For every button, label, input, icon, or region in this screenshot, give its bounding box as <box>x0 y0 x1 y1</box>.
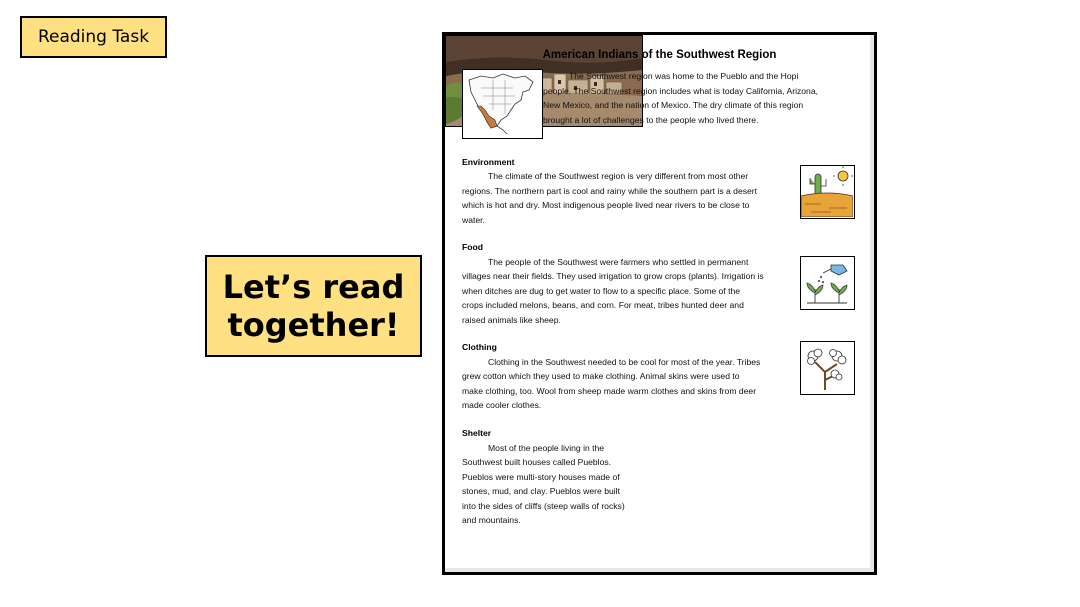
environment-line-1: The climate of the Southwest region is very different from most other <box>488 171 749 181</box>
desert-cactus-icon <box>800 165 855 219</box>
food-line-5: raised animals like sheep. <box>462 314 561 325</box>
intro-line-2: people. The Southwest region includes what is today California, Arizona, <box>543 85 819 96</box>
reading-task-label <box>20 16 167 58</box>
shelter-line-2: Southwest built houses called Pueblos. <box>462 457 612 467</box>
shelter-line-5: into the sides of cliffs (steep walls of rocks) <box>462 500 625 511</box>
clothing-line-4: made cooler clothes. <box>462 400 542 410</box>
callout-line-2: together! <box>227 306 400 344</box>
clothing-heading: Clothing <box>462 342 497 352</box>
food-line-4: crops included melons, beans, and corn. For meat, tribes hunted deer and <box>462 300 744 310</box>
environment-line-4: water. <box>462 214 485 225</box>
clothing-line-1: Clothing in the Southwest needed to be cool for most of the year. Tribes <box>488 356 761 367</box>
shelter-heading: Shelter <box>462 428 492 438</box>
intro-line-4: brought a lot of challenges to the people who lived there. <box>543 114 759 125</box>
clothing-line-2: grew cotton which they used to make clothing. Animal skins were used to <box>462 371 740 381</box>
food-line-3: when ditches are dug to get water to flow to a specific place. Some of the <box>462 285 741 296</box>
callout-line-1: Let’s read <box>222 268 405 306</box>
cotton-plant-icon <box>800 341 855 395</box>
reading-document <box>442 32 877 575</box>
shelter-line-4: stones, mud, and clay. Pueblos were built <box>462 486 620 496</box>
food-line-1: The people of the Southwest were farmers who settled in permanent <box>488 256 749 267</box>
shelter-line-1: Most of the people living in the <box>488 442 605 453</box>
document-title: American Indians of the Southwest Region <box>542 49 777 61</box>
food-heading: Food <box>462 242 483 252</box>
food-line-2: villages near their fields. They used irrigation to grow crops (plants). Irrigation is <box>462 271 764 281</box>
environment-heading: Environment <box>462 157 515 167</box>
north-america-map-icon <box>462 69 543 139</box>
shelter-line-3: Pueblos were multi-story houses made of <box>462 471 620 482</box>
environment-line-3: which is hot and dry. Most indigenous people lived near rivers to be close to <box>462 200 750 210</box>
intro-line-1: The Southwest region was home to the Pueblo and the Hopi <box>569 71 799 81</box>
reading-task-text: Reading Task <box>37 27 150 47</box>
environment-line-2: regions. The northern part is cool and rainy while the southern part is a desert <box>462 185 758 196</box>
clothing-line-3: make clothing, too. Wool from sheep made warm clothes and skins from deer <box>462 385 757 396</box>
intro-line-3: New Mexico, and the nation of Mexico. The dry climate of this region <box>543 100 804 110</box>
watering-plants-icon <box>800 256 855 310</box>
shelter-line-6: and mountains. <box>462 515 521 525</box>
lets-read-callout <box>205 255 422 357</box>
